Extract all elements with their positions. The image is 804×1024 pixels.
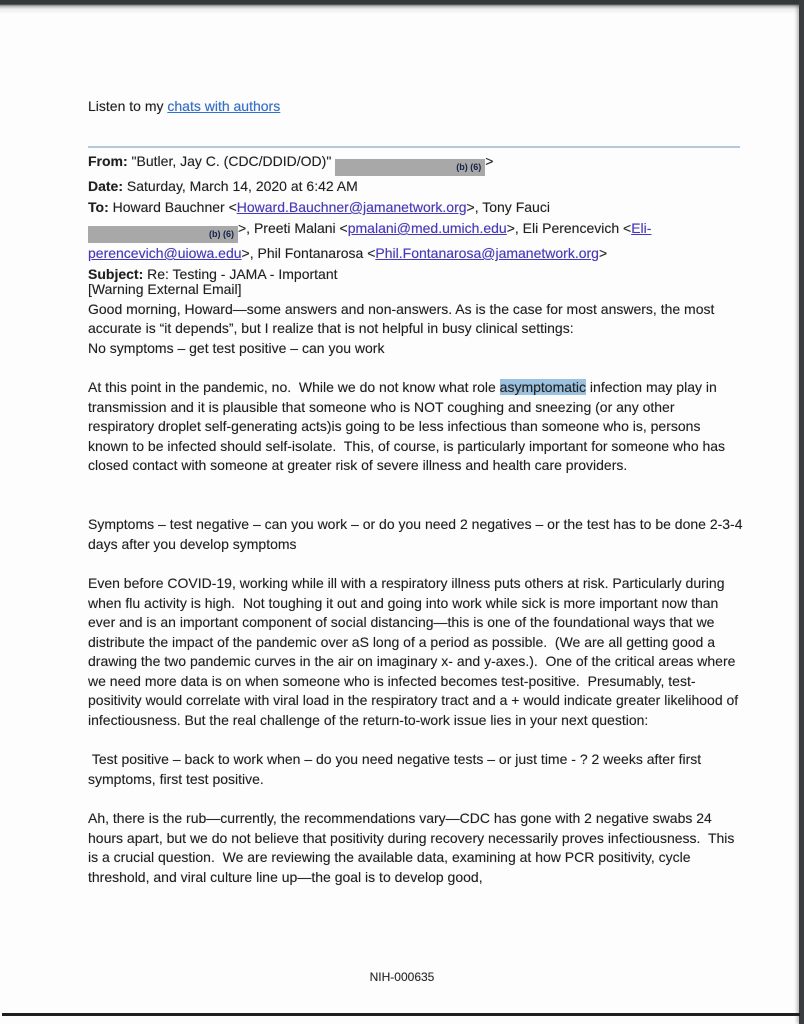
- body-paragraph: [88, 515, 747, 554]
- email-address-link[interactable]: Howard.Bauchner@jamanetwork.org: [236, 199, 467, 215]
- email-address-link[interactable]: Phil.Fontanarosa@jamanetwork.org: [375, 245, 599, 261]
- text-run: Re: Testing - JAMA - Important: [143, 266, 338, 282]
- body-paragraph: [88, 750, 744, 789]
- text-run: >, Phil Fontanarosa <: [241, 245, 376, 261]
- text-run: >, Preeti Malani <: [238, 220, 348, 236]
- email-address-link[interactable]: perencevich@uiowa.edu: [88, 245, 242, 261]
- header-field-label: From:: [88, 153, 128, 169]
- text-run: [Warning External Email]: [88, 281, 242, 297]
- header-divider: [88, 146, 740, 148]
- text-run: Even before COVID-19, working while ill with a respiratory illness puts others at risk. Particularly during when flu activity is high. Not toughing it out and going into work while sick is more important now than ever and is an important component of social distancing—this is one of the foundational ways that we distribute the impact of the pandemic over aS long of a period as possible. (We are all getting good a drawing the two pandemic curves in the air on imaginary x- and y-axes.). One of the critical areas where we need more data is on when someone who is infected becomes test-positive. Presumably, test-positivity would correlate with viral load in the respiratory tract and a + would indicate greater likelihood of infectiousness. But the real challenge of the return-to-work issue lies in your next question:: [88, 574, 743, 729]
- text-run: Howard Bauchner <: [108, 199, 237, 215]
- body-paragraph: [88, 731, 744, 751]
- body-paragraph: [88, 496, 744, 516]
- header-field: [88, 176, 746, 197]
- highlighted-text: asymptomatic: [499, 378, 587, 395]
- text-run: >, Tony Fauci: [466, 199, 550, 215]
- preheader-link[interactable]: chats with authors: [167, 98, 281, 114]
- text-run: >, Eli Perencevich <: [506, 220, 632, 236]
- text-run: At this point in the pandemic, no. While we do not know what role: [88, 378, 500, 395]
- text-run: "Butler, Jay C. (CDC/DDID/OD)": [127, 153, 336, 169]
- redaction-box: (b) (6): [88, 226, 238, 243]
- preheader: [88, 96, 748, 116]
- header-field-label: Subject:: [88, 266, 144, 282]
- body-paragraph: [88, 378, 744, 476]
- header-field: [88, 151, 746, 176]
- body-paragraph: [88, 554, 744, 574]
- text-run: Ah, there is the rub—currently, the recommendations vary—CDC has gone with 2 negative swabs 24 hours apart, but we do not believe that positivity during recovery necessarily proves infectiousness. This is a crucial question. We are reviewing the available data, examining at how PCR positivity, cycle threshold, and viral culture line up—the goal is to develop good,: [88, 810, 739, 885]
- text-run: No symptoms – get test positive – can you work: [88, 339, 385, 356]
- text-run: Good morning, Howard—some answers and non-answers. As is the case for most answers, the most accurate is “it depends”, but I realize that is not helpful in busy clinical settings:: [88, 300, 719, 337]
- scan-edge-right: [799, 0, 804, 1024]
- text-run: >: [598, 245, 608, 261]
- body-paragraph: [88, 280, 744, 300]
- header-field-label: To:: [88, 199, 109, 215]
- scan-edge-top: [0, 0, 804, 14]
- preheader-text: Listen to my: [88, 98, 168, 114]
- text-run: infection may play in transmission and it is plausible that someone who is NOT coughing and sneezing (or any other respiratory droplet self-generating acts)is going to be less infectious than someone who is, persons known to be infected should self-isolate. This, of course, is particularly important for someone who has closed contact with someone at greater risk of severe illness and health care providers.: [88, 378, 729, 474]
- body-paragraph: [88, 300, 744, 339]
- scan-edge-bottom: [2, 1013, 800, 1016]
- text-run: >: [485, 153, 494, 169]
- header-field-label: Date:: [88, 178, 124, 194]
- body-paragraph: [88, 476, 744, 496]
- header-field: [88, 197, 746, 264]
- email-address-link[interactable]: pmalani@med.umich.edu: [347, 220, 507, 236]
- body-paragraph: [88, 358, 744, 378]
- body-paragraph: [88, 574, 744, 731]
- body-paragraph: [88, 339, 744, 359]
- page-footer-label: NIH-000635: [369, 970, 435, 984]
- email-address-link[interactable]: Eli-: [631, 220, 652, 236]
- redaction-box: (b) (6): [335, 159, 485, 176]
- body-paragraph: [88, 789, 744, 809]
- text-run: Symptoms – test negative – can you work – or do you need 2 negatives – or the test has to be done 2-3-4 days after you develop symptoms: [88, 516, 747, 552]
- text-run: Saturday, March 14, 2020 at 6:42 AM: [123, 178, 358, 194]
- text-run: Test positive – back to work when – do you need negative tests – or just time - ? 2 weeks after first symptoms, first test positive.: [88, 751, 706, 787]
- email-header-block: [88, 151, 746, 285]
- email-body-block: [88, 280, 747, 887]
- body-paragraph: [88, 809, 744, 887]
